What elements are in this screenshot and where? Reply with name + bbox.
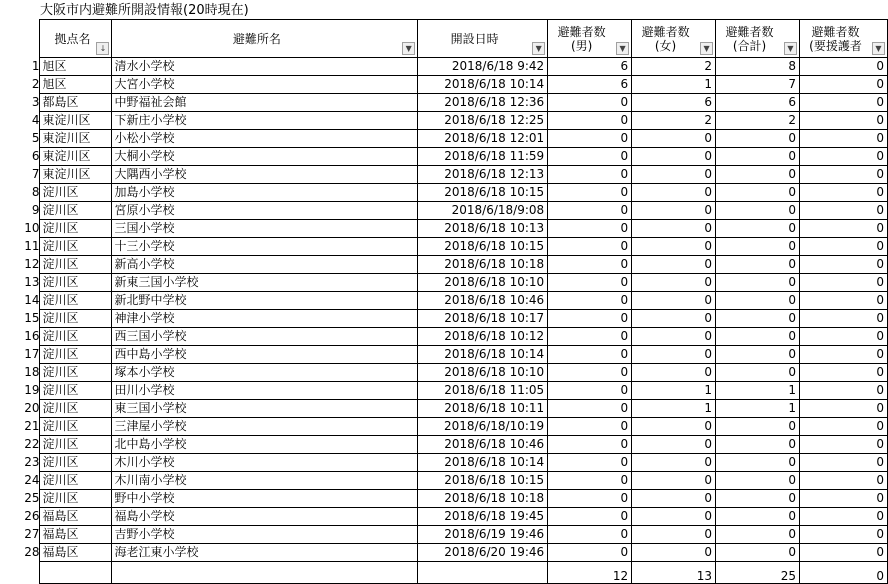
row-number: 27 bbox=[24, 527, 40, 541]
table-row bbox=[0, 454, 888, 472]
header-shelter-name: 避難所名 ▼ bbox=[112, 20, 418, 58]
male-count-cell[interactable]: 0 bbox=[548, 238, 632, 256]
female-count-cell[interactable]: 1 bbox=[632, 400, 716, 418]
table-row bbox=[0, 184, 888, 202]
shelter-name-cell[interactable]: 大宮小学校 bbox=[112, 76, 418, 94]
area-cell[interactable]: 東淀川区 bbox=[40, 148, 112, 166]
totals-empty-cell[interactable] bbox=[418, 562, 548, 584]
area-cell[interactable]: 淀川区 bbox=[40, 220, 112, 238]
care-count-cell[interactable]: 0 bbox=[799, 256, 887, 274]
male-count-cell[interactable]: 6 bbox=[548, 58, 632, 76]
row-number: 20 bbox=[24, 401, 40, 415]
row-number: 12 bbox=[24, 257, 40, 271]
female-count-cell[interactable]: 0 bbox=[632, 328, 716, 346]
area-cell[interactable]: 東淀川区 bbox=[40, 166, 112, 184]
care-count-cell[interactable]: 0 bbox=[799, 472, 887, 490]
opened-at-cell[interactable]: 2018/6/18 10:10 bbox=[418, 364, 548, 382]
shelter-name-cell[interactable]: 大桐小学校 bbox=[112, 148, 418, 166]
care-count-cell[interactable]: 0 bbox=[799, 544, 887, 562]
totals-row bbox=[0, 562, 888, 584]
area-cell[interactable]: 淀川区 bbox=[40, 364, 112, 382]
area-cell[interactable]: 淀川区 bbox=[40, 472, 112, 490]
female-count-cell[interactable]: 2 bbox=[632, 58, 716, 76]
dropdown-arrow-icon[interactable]: ▼ bbox=[616, 42, 629, 55]
opened-at-cell[interactable]: 2018/6/18 10:15 bbox=[418, 184, 548, 202]
shelter-name-cell[interactable]: 清水小学校 bbox=[112, 58, 418, 76]
care-count-cell[interactable]: 0 bbox=[799, 310, 887, 328]
opened-at-cell[interactable]: 2018/6/20 19:46 bbox=[418, 544, 548, 562]
table-row bbox=[0, 58, 888, 76]
header-male-count: 避難者数 (男) ▼ bbox=[548, 20, 632, 58]
table-row bbox=[0, 346, 888, 364]
area-cell[interactable]: 旭区 bbox=[40, 76, 112, 94]
row-number: 16 bbox=[24, 329, 40, 343]
male-count-cell[interactable]: 0 bbox=[548, 112, 632, 130]
table-row bbox=[0, 220, 888, 238]
table-row bbox=[0, 274, 888, 292]
row-number: 15 bbox=[24, 311, 40, 325]
row-number: 22 bbox=[24, 437, 40, 451]
female-count-cell[interactable]: 0 bbox=[632, 364, 716, 382]
table-row bbox=[0, 526, 888, 544]
opened-at-cell[interactable]: 2018/6/18 10:14 bbox=[418, 346, 548, 364]
table-row bbox=[0, 364, 888, 382]
total-count-cell[interactable]: 0 bbox=[716, 418, 800, 436]
area-cell[interactable]: 淀川区 bbox=[40, 256, 112, 274]
total-count-cell[interactable]: 0 bbox=[716, 220, 800, 238]
total-count-cell[interactable]: 0 bbox=[716, 310, 800, 328]
row-number: 10 bbox=[24, 221, 40, 235]
header-total-count: 避難者数 (合計) ▼ bbox=[716, 20, 800, 58]
area-cell[interactable]: 淀川区 bbox=[40, 400, 112, 418]
shelter-name-cell[interactable]: 海老江東小学校 bbox=[112, 544, 418, 562]
care-count-cell[interactable]: 0 bbox=[799, 400, 887, 418]
female-count-cell[interactable]: 1 bbox=[632, 382, 716, 400]
opened-at-cell[interactable]: 2018/6/18 10:18 bbox=[418, 490, 548, 508]
care-count-cell[interactable]: 0 bbox=[799, 292, 887, 310]
table-row bbox=[0, 76, 888, 94]
header-area: 拠点名 ↓ bbox=[40, 20, 112, 58]
female-count-cell[interactable]: 0 bbox=[632, 526, 716, 544]
header-female-count: 避難者数 (女) ▼ bbox=[632, 20, 716, 58]
care-count-cell[interactable]: 0 bbox=[799, 346, 887, 364]
male-count-cell[interactable]: 0 bbox=[548, 454, 632, 472]
total-count-cell[interactable]: 0 bbox=[716, 508, 800, 526]
total-count-cell[interactable]: 0 bbox=[716, 166, 800, 184]
shelter-name-cell[interactable]: 新北野中学校 bbox=[112, 292, 418, 310]
care-count-cell[interactable]: 0 bbox=[799, 328, 887, 346]
female-count-cell[interactable]: 0 bbox=[632, 238, 716, 256]
opened-at-cell[interactable]: 2018/6/18 11:59 bbox=[418, 148, 548, 166]
total-count-cell[interactable]: 0 bbox=[716, 490, 800, 508]
care-count-cell[interactable]: 0 bbox=[799, 436, 887, 454]
row-number: 1 bbox=[31, 59, 40, 73]
opened-at-cell[interactable]: 2018/6/18 10:46 bbox=[418, 292, 548, 310]
shelter-name-cell[interactable]: 新高小学校 bbox=[112, 256, 418, 274]
opened-at-cell[interactable]: 2018/6/18 19:45 bbox=[418, 508, 548, 526]
area-cell[interactable]: 旭区 bbox=[40, 58, 112, 76]
female-count-cell[interactable]: 0 bbox=[632, 454, 716, 472]
total-count-cell[interactable]: 0 bbox=[716, 436, 800, 454]
opened-at-cell[interactable]: 2018/6/18/10:19 bbox=[418, 418, 548, 436]
table-row bbox=[0, 202, 888, 220]
female-count-cell[interactable]: 0 bbox=[632, 310, 716, 328]
area-cell[interactable]: 福島区 bbox=[40, 544, 112, 562]
male-count-cell[interactable]: 0 bbox=[548, 490, 632, 508]
sheet-title: 大阪市内避難所開設情報(20時現在) bbox=[40, 3, 249, 18]
care-count-cell[interactable]: 0 bbox=[799, 508, 887, 526]
opened-at-cell[interactable]: 2018/6/18/9:08 bbox=[418, 202, 548, 220]
total-count-cell[interactable]: 2 bbox=[716, 112, 800, 130]
female-count-cell[interactable]: 0 bbox=[632, 436, 716, 454]
area-cell[interactable]: 淀川区 bbox=[40, 490, 112, 508]
male-count-cell[interactable]: 0 bbox=[548, 544, 632, 562]
row-number: 14 bbox=[24, 293, 40, 307]
total-count-cell[interactable]: 0 bbox=[716, 256, 800, 274]
sort-ascending-icon[interactable]: ↓ bbox=[96, 42, 109, 55]
area-cell[interactable]: 淀川区 bbox=[40, 202, 112, 220]
female-total-cell[interactable]: 13 bbox=[632, 562, 716, 584]
female-count-cell[interactable]: 6 bbox=[632, 94, 716, 112]
row-number-header bbox=[0, 20, 40, 58]
total-count-cell[interactable]: 0 bbox=[716, 346, 800, 364]
male-count-cell[interactable]: 0 bbox=[548, 94, 632, 112]
shelter-name-cell[interactable]: 小松小学校 bbox=[112, 130, 418, 148]
area-cell[interactable]: 淀川区 bbox=[40, 274, 112, 292]
care-count-cell[interactable]: 0 bbox=[799, 238, 887, 256]
table-row bbox=[0, 310, 888, 328]
total-count-cell[interactable]: 0 bbox=[716, 130, 800, 148]
table-row bbox=[0, 94, 888, 112]
row-number: 7 bbox=[31, 167, 40, 181]
row-number: 2 bbox=[31, 77, 40, 91]
care-count-cell[interactable]: 0 bbox=[799, 130, 887, 148]
header-row bbox=[0, 20, 888, 58]
table-row bbox=[0, 256, 888, 274]
header-care-count: 避難者数 (要援護者 ▼ bbox=[799, 20, 887, 58]
table-row bbox=[0, 112, 888, 130]
area-cell[interactable]: 淀川区 bbox=[40, 346, 112, 364]
total-sum-cell[interactable]: 25 bbox=[716, 562, 800, 584]
shelter-name-cell[interactable]: 西三国小学校 bbox=[112, 328, 418, 346]
female-count-cell[interactable]: 0 bbox=[632, 256, 716, 274]
table-row bbox=[0, 382, 888, 400]
care-count-cell[interactable]: 0 bbox=[799, 112, 887, 130]
care-count-cell[interactable]: 0 bbox=[799, 202, 887, 220]
opened-at-cell[interactable]: 2018/6/18 10:13 bbox=[418, 220, 548, 238]
shelter-name-cell[interactable]: 塚本小学校 bbox=[112, 364, 418, 382]
total-count-cell[interactable]: 0 bbox=[716, 202, 800, 220]
opened-at-cell[interactable]: 2018/6/18 10:17 bbox=[418, 310, 548, 328]
row-number: 25 bbox=[24, 491, 40, 505]
total-count-cell[interactable]: 0 bbox=[716, 526, 800, 544]
opened-at-cell[interactable]: 2018/6/18 10:46 bbox=[418, 436, 548, 454]
total-count-cell[interactable]: 0 bbox=[716, 472, 800, 490]
total-count-cell[interactable]: 6 bbox=[716, 94, 800, 112]
row-number: 19 bbox=[24, 383, 40, 397]
male-count-cell[interactable]: 0 bbox=[548, 400, 632, 418]
male-count-cell[interactable]: 0 bbox=[548, 382, 632, 400]
male-count-cell[interactable]: 0 bbox=[548, 130, 632, 148]
row-number: 24 bbox=[24, 473, 40, 487]
totals-empty-cell[interactable] bbox=[40, 562, 112, 584]
table-row bbox=[0, 130, 888, 148]
opened-at-cell[interactable]: 2018/6/18 10:14 bbox=[418, 76, 548, 94]
opened-at-cell[interactable]: 2018/6/18 10:15 bbox=[418, 238, 548, 256]
shelter-name-cell[interactable]: 木川小学校 bbox=[112, 454, 418, 472]
shelter-name-cell[interactable]: 新東三国小学校 bbox=[112, 274, 418, 292]
row-number: 13 bbox=[24, 275, 40, 289]
male-count-cell[interactable]: 0 bbox=[548, 472, 632, 490]
female-count-cell[interactable]: 0 bbox=[632, 490, 716, 508]
shelter-name-cell[interactable]: 中野福祉会館 bbox=[112, 94, 418, 112]
female-count-cell[interactable]: 0 bbox=[632, 508, 716, 526]
female-count-cell[interactable]: 0 bbox=[632, 202, 716, 220]
male-count-cell[interactable]: 0 bbox=[548, 310, 632, 328]
male-total-cell[interactable]: 12 bbox=[548, 562, 632, 584]
female-count-cell[interactable]: 0 bbox=[632, 292, 716, 310]
male-count-cell[interactable]: 0 bbox=[548, 364, 632, 382]
area-cell[interactable]: 淀川区 bbox=[40, 328, 112, 346]
row-number: 11 bbox=[24, 239, 40, 253]
table-row bbox=[0, 400, 888, 418]
male-count-cell[interactable]: 0 bbox=[548, 526, 632, 544]
shelter-name-cell[interactable]: 宮原小学校 bbox=[112, 202, 418, 220]
care-count-cell[interactable]: 0 bbox=[799, 274, 887, 292]
table-row bbox=[0, 292, 888, 310]
shelter-name-cell[interactable]: 大隅西小学校 bbox=[112, 166, 418, 184]
dropdown-arrow-icon[interactable]: ▼ bbox=[700, 42, 713, 55]
row-number: 28 bbox=[24, 545, 40, 559]
row-number: 4 bbox=[31, 113, 40, 127]
opened-at-cell[interactable]: 2018/6/18 12:25 bbox=[418, 112, 548, 130]
row-number bbox=[0, 562, 40, 584]
care-total-cell[interactable]: 0 bbox=[799, 562, 887, 584]
total-count-cell[interactable]: 0 bbox=[716, 238, 800, 256]
dropdown-arrow-icon[interactable]: ▼ bbox=[784, 42, 797, 55]
table-row bbox=[0, 238, 888, 256]
total-count-cell[interactable]: 0 bbox=[716, 292, 800, 310]
shelter-name-cell[interactable]: 加島小学校 bbox=[112, 184, 418, 202]
male-count-cell[interactable]: 0 bbox=[548, 328, 632, 346]
area-cell[interactable]: 淀川区 bbox=[40, 292, 112, 310]
area-cell[interactable]: 東淀川区 bbox=[40, 130, 112, 148]
shelter-name-cell[interactable]: 西中島小学校 bbox=[112, 346, 418, 364]
shelter-name-cell[interactable]: 田川小学校 bbox=[112, 382, 418, 400]
area-cell[interactable]: 淀川区 bbox=[40, 184, 112, 202]
care-count-cell[interactable]: 0 bbox=[799, 94, 887, 112]
area-cell[interactable]: 福島区 bbox=[40, 508, 112, 526]
care-count-cell[interactable]: 0 bbox=[799, 58, 887, 76]
male-count-cell[interactable]: 0 bbox=[548, 184, 632, 202]
total-count-cell[interactable]: 0 bbox=[716, 184, 800, 202]
shelter-name-cell[interactable]: 神津小学校 bbox=[112, 310, 418, 328]
area-cell[interactable]: 東淀川区 bbox=[40, 112, 112, 130]
area-cell[interactable]: 都島区 bbox=[40, 94, 112, 112]
care-count-cell[interactable]: 0 bbox=[799, 454, 887, 472]
male-count-cell[interactable]: 0 bbox=[548, 148, 632, 166]
shelter-name-cell[interactable]: 十三小学校 bbox=[112, 238, 418, 256]
shelter-name-cell[interactable]: 下新庄小学校 bbox=[112, 112, 418, 130]
female-count-cell[interactable]: 1 bbox=[632, 76, 716, 94]
female-count-cell[interactable]: 0 bbox=[632, 148, 716, 166]
area-cell[interactable]: 淀川区 bbox=[40, 436, 112, 454]
total-count-cell[interactable]: 0 bbox=[716, 274, 800, 292]
area-cell[interactable]: 淀川区 bbox=[40, 382, 112, 400]
table-row bbox=[0, 328, 888, 346]
opened-at-cell[interactable]: 2018/6/19 19:46 bbox=[418, 526, 548, 544]
care-count-cell[interactable]: 0 bbox=[799, 490, 887, 508]
area-cell[interactable]: 淀川区 bbox=[40, 418, 112, 436]
care-count-cell[interactable]: 0 bbox=[799, 526, 887, 544]
care-count-cell[interactable]: 0 bbox=[799, 220, 887, 238]
shelter-name-cell[interactable]: 野中小学校 bbox=[112, 490, 418, 508]
dropdown-arrow-icon[interactable]: ▼ bbox=[532, 42, 545, 55]
female-count-cell[interactable]: 0 bbox=[632, 130, 716, 148]
row-number: 3 bbox=[31, 95, 40, 109]
row-number: 18 bbox=[24, 365, 40, 379]
male-count-cell[interactable]: 0 bbox=[548, 202, 632, 220]
opened-at-cell[interactable]: 2018/6/18 10:12 bbox=[418, 328, 548, 346]
female-count-cell[interactable]: 0 bbox=[632, 220, 716, 238]
table-row bbox=[0, 508, 888, 526]
table-row bbox=[0, 490, 888, 508]
total-count-cell[interactable]: 0 bbox=[716, 148, 800, 166]
female-count-cell[interactable]: 0 bbox=[632, 166, 716, 184]
total-count-cell[interactable]: 8 bbox=[716, 58, 800, 76]
opened-at-cell[interactable]: 2018/6/18 10:18 bbox=[418, 256, 548, 274]
opened-at-cell[interactable]: 2018/6/18 10:15 bbox=[418, 472, 548, 490]
opened-at-cell[interactable]: 2018/6/18 11:05 bbox=[418, 382, 548, 400]
row-number: 8 bbox=[31, 185, 40, 199]
opened-at-cell[interactable]: 2018/6/18 12:13 bbox=[418, 166, 548, 184]
shelter-name-cell[interactable]: 東三国小学校 bbox=[112, 400, 418, 418]
shelter-name-cell[interactable]: 木川南小学校 bbox=[112, 472, 418, 490]
total-count-cell[interactable]: 0 bbox=[716, 544, 800, 562]
male-count-cell[interactable]: 0 bbox=[548, 256, 632, 274]
male-count-cell[interactable]: 0 bbox=[548, 508, 632, 526]
table-row bbox=[0, 166, 888, 184]
care-count-cell[interactable]: 0 bbox=[799, 418, 887, 436]
total-count-cell[interactable]: 0 bbox=[716, 364, 800, 382]
shelter-name-cell[interactable]: 北中島小学校 bbox=[112, 436, 418, 454]
male-count-cell[interactable]: 0 bbox=[548, 220, 632, 238]
table-row bbox=[0, 472, 888, 490]
opened-at-cell[interactable]: 2018/6/18 10:10 bbox=[418, 274, 548, 292]
female-count-cell[interactable]: 0 bbox=[632, 418, 716, 436]
male-count-cell[interactable]: 0 bbox=[548, 436, 632, 454]
female-count-cell[interactable]: 0 bbox=[632, 544, 716, 562]
female-count-cell[interactable]: 0 bbox=[632, 184, 716, 202]
male-count-cell[interactable]: 0 bbox=[548, 166, 632, 184]
male-count-cell[interactable]: 0 bbox=[548, 346, 632, 364]
table-row bbox=[0, 436, 888, 454]
female-count-cell[interactable]: 0 bbox=[632, 346, 716, 364]
table-row bbox=[0, 544, 888, 562]
area-cell[interactable]: 福島区 bbox=[40, 526, 112, 544]
care-count-cell[interactable]: 0 bbox=[799, 148, 887, 166]
shelter-name-cell[interactable]: 福島小学校 bbox=[112, 508, 418, 526]
shelter-name-cell[interactable]: 三津屋小学校 bbox=[112, 418, 418, 436]
row-number: 5 bbox=[31, 131, 40, 145]
dropdown-arrow-icon[interactable]: ▼ bbox=[872, 42, 885, 55]
row-number: 23 bbox=[24, 455, 40, 469]
opened-at-cell[interactable]: 2018/6/18 12:36 bbox=[418, 94, 548, 112]
table-row bbox=[0, 418, 888, 436]
row-number: 17 bbox=[24, 347, 40, 361]
care-count-cell[interactable]: 0 bbox=[799, 76, 887, 94]
header-opened-at: 開設日時 ▼ bbox=[418, 20, 548, 58]
opened-at-cell[interactable]: 2018/6/18 12:01 bbox=[418, 130, 548, 148]
row-number: 26 bbox=[24, 509, 40, 523]
table-row bbox=[0, 148, 888, 166]
shelter-name-cell[interactable]: 吉野小学校 bbox=[112, 526, 418, 544]
dropdown-arrow-icon[interactable]: ▼ bbox=[402, 42, 415, 55]
total-count-cell[interactable]: 7 bbox=[716, 76, 800, 94]
total-count-cell[interactable]: 1 bbox=[716, 400, 800, 418]
care-count-cell[interactable]: 0 bbox=[799, 382, 887, 400]
total-count-cell[interactable]: 0 bbox=[716, 328, 800, 346]
care-count-cell[interactable]: 0 bbox=[799, 364, 887, 382]
area-cell[interactable]: 淀川区 bbox=[40, 454, 112, 472]
shelter-table bbox=[0, 19, 888, 584]
opened-at-cell[interactable]: 2018/6/18 9:42 bbox=[418, 58, 548, 76]
total-count-cell[interactable]: 0 bbox=[716, 454, 800, 472]
total-count-cell[interactable]: 1 bbox=[716, 382, 800, 400]
area-cell[interactable]: 淀川区 bbox=[40, 310, 112, 328]
area-cell[interactable]: 淀川区 bbox=[40, 238, 112, 256]
female-count-cell[interactable]: 2 bbox=[632, 112, 716, 130]
care-count-cell[interactable]: 0 bbox=[799, 184, 887, 202]
row-number: 9 bbox=[31, 203, 40, 217]
shelter-name-cell[interactable]: 三国小学校 bbox=[112, 220, 418, 238]
totals-empty-cell[interactable] bbox=[112, 562, 418, 584]
female-count-cell[interactable]: 0 bbox=[632, 472, 716, 490]
male-count-cell[interactable]: 0 bbox=[548, 418, 632, 436]
row-number: 21 bbox=[24, 419, 40, 433]
row-number: 6 bbox=[31, 149, 40, 163]
male-count-cell[interactable]: 0 bbox=[548, 292, 632, 310]
male-count-cell[interactable]: 0 bbox=[548, 274, 632, 292]
care-count-cell[interactable]: 0 bbox=[799, 166, 887, 184]
opened-at-cell[interactable]: 2018/6/18 10:11 bbox=[418, 400, 548, 418]
female-count-cell[interactable]: 0 bbox=[632, 274, 716, 292]
opened-at-cell[interactable]: 2018/6/18 10:14 bbox=[418, 454, 548, 472]
male-count-cell[interactable]: 6 bbox=[548, 76, 632, 94]
